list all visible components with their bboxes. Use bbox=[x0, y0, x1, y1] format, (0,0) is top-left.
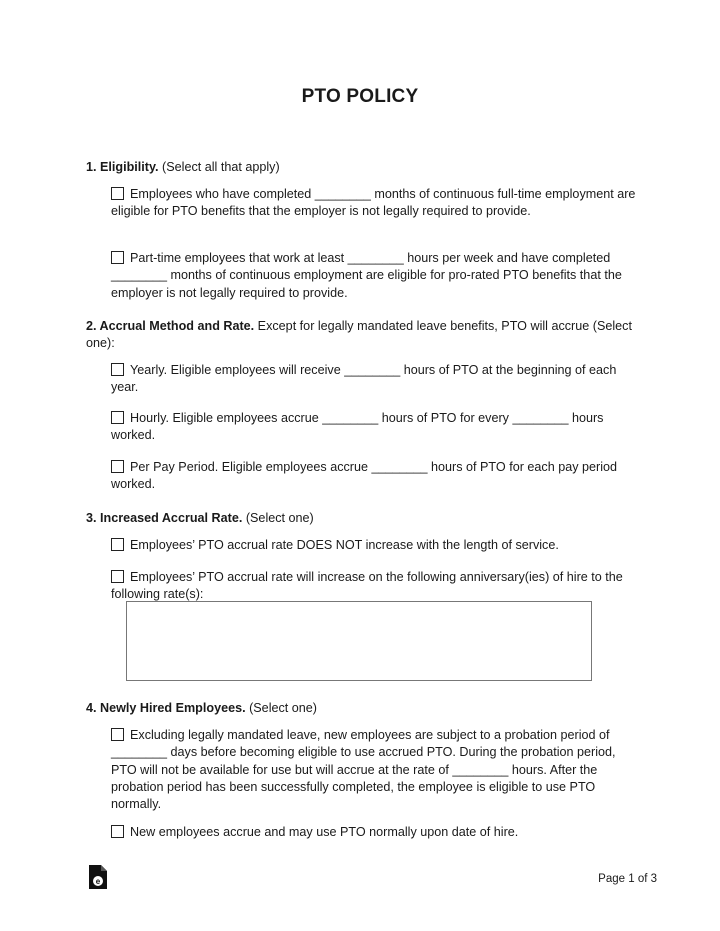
section-newly-hired-heading bbox=[86, 700, 646, 717]
checkbox[interactable] bbox=[111, 411, 124, 424]
option-text: Per Pay Period. Eligible employees accrue ________ hours of PTO for each pay period worked. bbox=[111, 460, 618, 492]
section-note: (Select one) bbox=[245, 701, 317, 715]
option-text: Hourly. Eligible employees accrue ________ hours of PTO for every ________ hours worked. bbox=[111, 411, 604, 443]
option-text: New employees accrue and may use PTO normally upon date of hire. bbox=[130, 825, 519, 839]
new-hire-option-immediate bbox=[111, 824, 636, 841]
option-text: Part-time employees that work at least ________ hours per week and have completed ________ months of continuous employment are eligible for pro-rated PTO benefits that the employer is not legally required to provide. bbox=[111, 251, 622, 300]
section-note: Except for legally mandated leave benefits, PTO will accrue (Select one): bbox=[86, 319, 632, 350]
checkbox[interactable] bbox=[111, 251, 124, 264]
accrual-option-yearly bbox=[111, 362, 636, 397]
increase-option-none bbox=[111, 537, 636, 554]
section-note: (Select all that apply) bbox=[158, 160, 280, 174]
section-heading: 1. Eligibility. bbox=[86, 160, 159, 174]
section-increased-accrual-heading bbox=[86, 510, 646, 527]
checkbox[interactable] bbox=[111, 728, 124, 741]
option-text: Yearly. Eligible employees will receive ________ hours of PTO at the beginning of each year. bbox=[111, 363, 617, 395]
svg-text:e: e bbox=[95, 877, 101, 886]
option-text: Excluding legally mandated leave, new employees are subject to a probation period of ________ days before becoming eligible to use accrued PTO. During the probation period, PTO will not be available for use but will accrue at the rate of ________ hours. After the probation period has been successfully completed, the employee is eligible to use PTO normally. bbox=[111, 728, 616, 812]
eligibility-option-full-time bbox=[111, 186, 636, 221]
checkbox[interactable] bbox=[111, 538, 124, 551]
section-heading: 4. Newly Hired Employees. bbox=[86, 701, 246, 715]
option-text: Employees who have completed ________ months of continuous full-time employment are eligible for PTO benefits that the employer is not legally required to provide. bbox=[111, 187, 636, 219]
accrual-option-hourly bbox=[111, 410, 636, 445]
checkbox[interactable] bbox=[111, 825, 124, 838]
section-heading: 3. Increased Accrual Rate. bbox=[86, 511, 243, 525]
option-text: Employees’ PTO accrual rate will increase on the following anniversary(ies) of hire to the following rate(s): bbox=[111, 570, 623, 602]
checkbox[interactable] bbox=[111, 570, 124, 583]
section-heading: 2. Accrual Method and Rate. bbox=[86, 319, 255, 333]
checkbox[interactable] bbox=[111, 460, 124, 473]
section-eligibility-heading bbox=[86, 159, 646, 176]
page-title: PTO POLICY bbox=[301, 86, 419, 107]
checkbox[interactable] bbox=[111, 363, 124, 376]
page-number: Page 1 of 3 bbox=[598, 873, 657, 885]
option-text: Employees’ PTO accrual rate DOES NOT increase with the length of service. bbox=[130, 538, 559, 552]
anniversary-rates-textbox[interactable] bbox=[126, 601, 592, 681]
section-accrual-heading bbox=[86, 318, 646, 352]
accrual-option-pay-period bbox=[111, 459, 636, 494]
section-note: (Select one) bbox=[242, 511, 314, 525]
increase-option-anniversary bbox=[111, 569, 636, 604]
new-hire-option-probation bbox=[111, 727, 636, 813]
checkbox[interactable] bbox=[111, 187, 124, 200]
eligibility-option-part-time bbox=[111, 250, 636, 302]
document-logo-icon bbox=[87, 864, 109, 890]
